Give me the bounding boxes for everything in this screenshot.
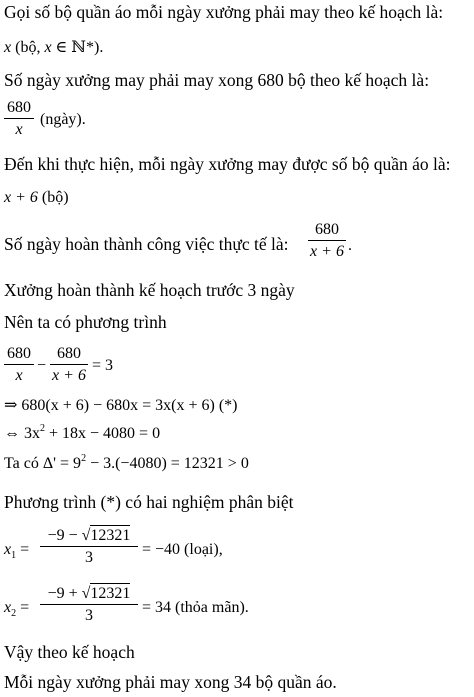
unit-days: (ngày). <box>40 111 86 128</box>
line-two-roots: Phương trình (*) có hai nghiệm phân biệt <box>4 492 294 512</box>
x1-fraction: −9 − √12321 3 <box>40 528 138 566</box>
period: . <box>348 237 352 254</box>
fraction-actual-days: 680 x + 6 <box>308 222 346 260</box>
line-conclusion-intro: Vậy theo kế hoạch <box>4 642 135 662</box>
x1-result: = −40 (loại), <box>142 541 223 558</box>
line-equation-intro: Nên ta có phương trình <box>4 312 167 332</box>
x2-fraction: −9 + √12321 3 <box>40 586 138 624</box>
eq2: ⇒ 680(x + 6) − 680x = 3x(x + 6) (*) <box>4 397 238 414</box>
x2-result: = 34 (thỏa mãn). <box>142 599 249 616</box>
line-conclusion: Mỗi ngày xưởng phải may xong 34 bộ quần áo. <box>4 672 337 692</box>
line-planned-days: Số ngày xưởng may phải may xong 680 bộ theo kế hoạch là: <box>4 70 430 90</box>
eq1-fraction-1: 680 x <box>4 346 34 384</box>
fraction-planned-days: 680 x <box>4 100 34 138</box>
line-condition: Xưởng hoàn thành kế hoạch trước 3 ngày <box>4 280 295 300</box>
eq1-fraction-2: 680 x + 6 <box>50 346 88 384</box>
line-actual-expr: x + 6 (bộ) <box>4 189 69 206</box>
eq1-minus: − <box>37 357 47 374</box>
line-intro: Gọi số bộ quần áo mỗi ngày xưởng phải may theo kế hoạch là: <box>4 2 444 22</box>
line-variable: x (bộ, x ∈ ℕ*). <box>4 39 104 56</box>
eq3: ⇔ $3x^2 + 18x - 4080 = 0$ <box>4 423 161 442</box>
eq4-discriminant: Ta có $\Delta' = 9^2 - 3.(-4080) = 12321 > 0$ <box>4 453 249 472</box>
x1-label: $x_1$ = <box>4 541 30 561</box>
line-actual-days: Số ngày hoàn thành công việc thực tế là: <box>4 234 289 254</box>
eq1-rhs: = 3 <box>92 357 114 374</box>
line-actual-rate: Đến khi thực hiện, mỗi ngày xưởng may được số bộ quần áo là: <box>4 154 451 174</box>
x2-label: $x_2$ = <box>4 599 30 619</box>
